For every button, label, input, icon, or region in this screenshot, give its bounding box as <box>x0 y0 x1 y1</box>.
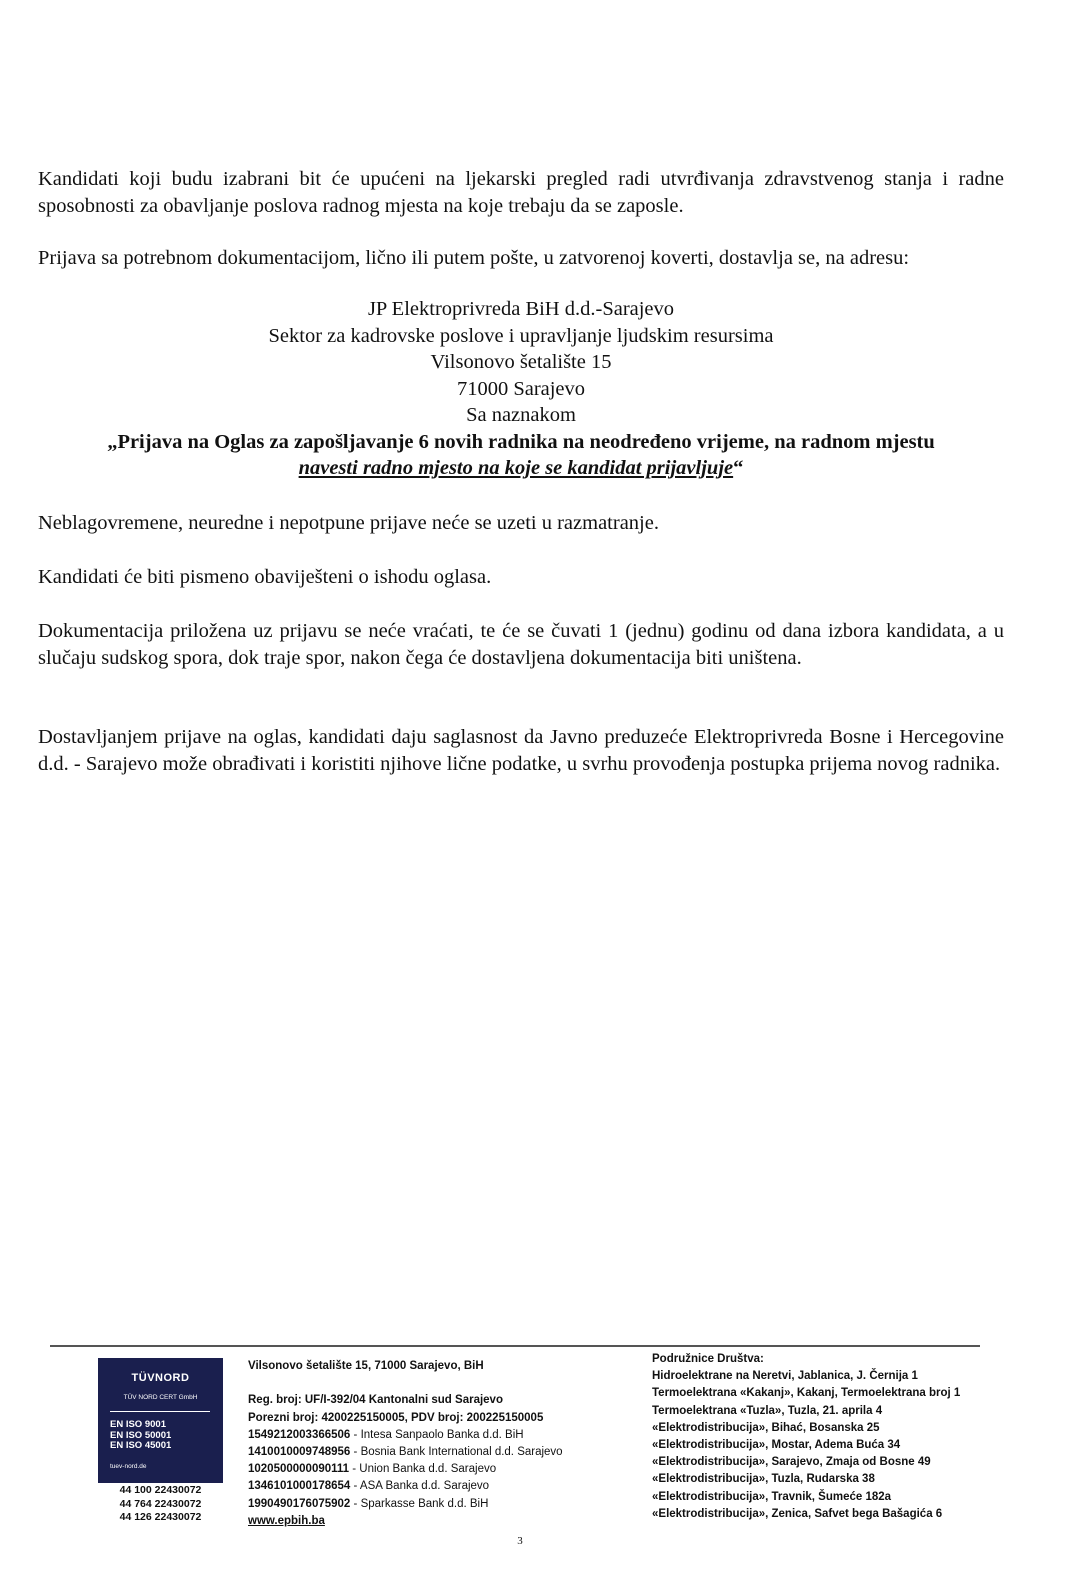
paragraph-submission-info: Prijava sa potrebnom dokumentacijom, lično ili putem pošte, u zatvorenoj koverti, dostavlja se, na adresu: <box>38 247 910 269</box>
paragraph-consent: Dostavljanjem prijave na oglas, kandidati daju saglasnost da Javno preduzeće Elektroprivreda Bosne i Hercegovine d.d. - Sarajevo može obrađivati i koristiti njihove lične podatke, u svrhu provođenja postupka prijema novog radnika. <box>38 726 1004 775</box>
footer-branch-item: «Elektrodistribucija», Sarajevo, Zmaja od Bosne 49 <box>652 1456 931 1469</box>
footer-branch-item: Termoelektrana «Tuzla», Tuzla, 21. aprila 4 <box>652 1404 883 1417</box>
tuv-iso-item: EN ISO 45001 <box>110 1440 172 1451</box>
tuv-certificate-numbers <box>98 1484 223 1525</box>
footer-branch-item: Hidroelektrane na Neretvi, Jablanica, J. Černija 1 <box>652 1370 918 1383</box>
tuv-iso-item: EN ISO 9001 <box>110 1419 166 1430</box>
address-subject-close: “ <box>733 457 744 479</box>
footer-company-info <box>248 1358 563 1530</box>
paragraph-notification: Kandidati će biti pismeno obaviješteni o ishodu oglasa. <box>38 566 492 588</box>
address-street: Vilsonovo šetalište 15 <box>430 351 612 373</box>
paragraph-incomplete-applications: Neblagovremene, neuredne i nepotpune prijave neće se uzeti u razmatranje. <box>38 512 659 534</box>
address-sector: Sektor za kadrovske poslove i upravljanje ljudskim resursima <box>268 324 774 347</box>
footer-address: Vilsonovo šetalište 15, 71000 Sarajevo, BiH <box>248 1360 484 1372</box>
address-city: 71000 Sarajevo <box>456 377 586 400</box>
footer-bank-account: 1549212003366506 - Intesa Sanpaolo Banka d.d. BiH <box>248 1428 524 1441</box>
tuv-certificate-number: 44 764 22430072 <box>119 1497 202 1510</box>
tuv-separator <box>110 1411 210 1412</box>
footer-website-link[interactable]: www.epbih.ba <box>248 1514 325 1527</box>
footer-bank-account: 1410010009748956 - Bosnia Bank International d.d. Sarajevo <box>248 1446 563 1458</box>
tuv-iso-list <box>110 1420 171 1452</box>
address-block <box>38 296 1004 482</box>
tuv-certificate-number: 44 126 22430072 <box>119 1511 202 1523</box>
address-note-label: Sa naznakom <box>466 404 576 426</box>
footer-branch-item: Termoelektrana «Kakanj», Kakanj, Termoelektrana broj 1 <box>652 1387 961 1400</box>
footer-divider <box>50 1345 980 1347</box>
paragraph-medical-exam: Kandidati koji budu izabrani bit će upućeni na ljekarski pregled radi utvrđivanja zdravstvenog stanja i radne sposobnosti za obavljanje poslova radnog mjesta na koje trebaju da se zaposle. <box>38 168 1004 217</box>
address-subject-line: „Prijava na Oglas za zapošljavanje 6 novih radnika na neodređeno vrijeme, na radnom mjestu <box>107 430 935 453</box>
footer-branches-title: Podružnice Društva: <box>652 1353 764 1365</box>
tuv-certificate-number: 44 100 22430072 <box>119 1484 202 1496</box>
footer-registration: Reg. broj: UF/I-392/04 Kantonalni sud Sarajevo <box>248 1394 503 1407</box>
tuv-iso-item: EN ISO 50001 <box>110 1429 172 1441</box>
address-subject-emphasis: navesti radno mjesto na koje se kandidat prijavljuje <box>298 457 734 479</box>
address-company: JP Elektroprivreda BiH d.d.-Sarajevo <box>367 298 675 320</box>
footer-branch-item: «Elektrodistribucija», Zenica, Safvet bega Bašagića 6 <box>652 1507 943 1520</box>
tuv-certification-logo <box>98 1358 223 1483</box>
paragraph-documentation: Dokumentacija priložena uz prijavu se neće vraćati, te će se čuvati 1 (jednu) godinu od dana izbora kandidata, a u slučaju sudskog spora, dok traje spor, nakon čega će dostavljena dokumentacija biti uništena. <box>38 620 1004 669</box>
footer-branch-item: «Elektrodistribucija», Travnik, Šumeće 182a <box>652 1490 892 1503</box>
footer-bank-account: 1346101000178654 - ASA Banka d.d. Sarajevo <box>248 1480 490 1493</box>
page-number: 3 <box>517 1535 523 1547</box>
tuv-url: tuev-nord.de <box>110 1463 147 1470</box>
footer-branch-item: «Elektrodistribucija», Tuzla, Rudarska 38 <box>652 1473 875 1486</box>
footer-bank-account: 1990490176075902 - Sparkasse Bank d.d. BiH <box>248 1497 489 1510</box>
tuv-logo-text: TÜVNORD <box>131 1372 190 1384</box>
footer-bank-account: 1020500000090111 - Union Banka d.d. Sarajevo <box>248 1463 497 1476</box>
tuv-cert-name: TÜV NORD CERT GmbH <box>123 1394 198 1401</box>
footer-branch-item: «Elektrodistribucija», Bihać, Bosanska 25 <box>652 1421 880 1434</box>
footer-branch-item: «Elektrodistribucija», Mostar, Adema Buća 34 <box>652 1439 901 1452</box>
footer-branches <box>652 1351 960 1523</box>
footer-tax-numbers: Porezni broj: 4200225150005, PDV broj: 200225150005 <box>248 1411 544 1424</box>
